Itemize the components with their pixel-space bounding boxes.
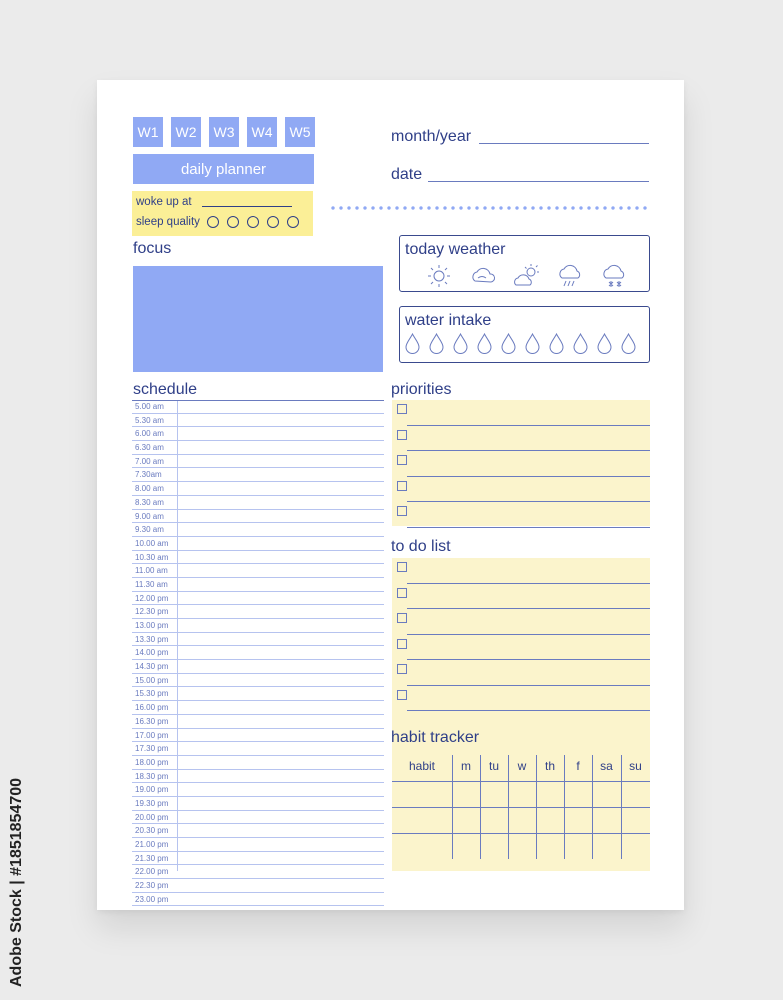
priority-item	[392, 451, 650, 477]
schedule-row[interactable]	[132, 400, 384, 414]
week-selector	[133, 117, 315, 147]
schedule-time: 21.30 pm	[135, 853, 169, 863]
schedule-time: 6.00 am	[135, 429, 164, 439]
date-field[interactable]	[428, 181, 649, 182]
schedule-row[interactable]	[132, 770, 384, 784]
schedule-time: 8.00 am	[135, 484, 164, 494]
habit-column-sa: sa	[600, 759, 613, 773]
schedule-row[interactable]	[132, 893, 384, 907]
habit-tracker-title: habit tracker	[391, 729, 480, 746]
sleep-quality-label: sleep quality	[136, 216, 200, 228]
schedule-row[interactable]	[132, 838, 384, 852]
habit-column-th: th	[544, 759, 555, 773]
todo-item	[392, 584, 650, 610]
planner-title	[133, 154, 314, 184]
priority-checkbox[interactable]	[397, 455, 407, 465]
weather-title: today weather	[405, 241, 506, 258]
stock-id-text: Adobe Stock | #1851854700	[8, 777, 25, 987]
water-drop-icon[interactable]	[404, 333, 421, 355]
focus-box[interactable]	[133, 266, 383, 372]
schedule-time: 7.30am	[135, 470, 162, 480]
sleep-box	[132, 191, 313, 236]
schedule-row[interactable]	[132, 414, 384, 428]
schedule-row[interactable]	[132, 756, 384, 770]
todo-checkbox[interactable]	[397, 613, 407, 623]
schedule-row[interactable]	[132, 496, 384, 510]
priorities-list	[392, 400, 650, 526]
rating-circle[interactable]	[207, 216, 219, 228]
schedule-row[interactable]	[132, 551, 384, 565]
todo-checkbox[interactable]	[397, 664, 407, 674]
schedule-row[interactable]	[132, 660, 384, 674]
rating-circle[interactable]	[227, 216, 239, 228]
schedule-divider	[177, 401, 178, 871]
schedule-time: 22.00 pm	[135, 867, 169, 877]
water-title: water intake	[405, 312, 492, 329]
schedule-row[interactable]	[132, 715, 384, 729]
schedule-row[interactable]	[132, 879, 384, 893]
sun-icon[interactable]	[424, 262, 454, 295]
schedule-time: 11.00 am	[135, 566, 168, 576]
priority-checkbox[interactable]	[397, 430, 407, 440]
schedule-row[interactable]	[132, 742, 384, 756]
water-drop-icon[interactable]	[620, 333, 637, 355]
todo-item	[392, 635, 650, 661]
weather-card	[399, 235, 650, 292]
woke-up-row	[136, 196, 292, 208]
schedule-row[interactable]	[132, 865, 384, 879]
schedule-time: 15.30 pm	[135, 689, 169, 699]
schedule-time: 6.30 am	[135, 443, 164, 453]
schedule-time: 17.30 pm	[135, 744, 169, 754]
schedule-title: schedule	[133, 381, 198, 398]
sleep-quality-rating	[207, 216, 299, 228]
snow-icon[interactable]	[600, 262, 630, 295]
schedule-time: 14.00 pm	[135, 648, 169, 658]
habit-tracker-grid	[392, 755, 650, 871]
todo-item	[392, 609, 650, 635]
schedule-row[interactable]	[132, 646, 384, 660]
schedule-row[interactable]	[132, 427, 384, 441]
priority-item	[392, 426, 650, 452]
habit-column-w: w	[517, 759, 527, 773]
habit-column-m: m	[461, 759, 471, 773]
schedule-time: 8.30 am	[135, 497, 164, 507]
priority-checkbox[interactable]	[397, 481, 407, 491]
schedule-row[interactable]	[132, 482, 384, 496]
schedule-row[interactable]	[132, 687, 384, 701]
habit-column-su: su	[629, 759, 642, 773]
priority-checkbox[interactable]	[397, 506, 407, 516]
schedule-time: 9.00 am	[135, 511, 164, 521]
schedule-time: 10.00 am	[135, 538, 169, 548]
schedule-row[interactable]	[132, 468, 384, 482]
schedule-row[interactable]	[132, 564, 384, 578]
todo-item	[392, 660, 650, 686]
schedule-time: 12.00 pm	[135, 593, 169, 603]
week-tab-3[interactable]: W3	[209, 117, 239, 147]
todo-checkbox[interactable]	[397, 639, 407, 649]
schedule-row[interactable]	[132, 592, 384, 606]
week-tab-1[interactable]: W1	[133, 117, 163, 147]
habit-row-line[interactable]	[392, 833, 650, 834]
schedule-time: 12.30 pm	[135, 607, 169, 617]
water-drop-icon[interactable]	[452, 333, 469, 355]
water-drop-icon[interactable]	[524, 333, 541, 355]
schedule-row[interactable]	[132, 633, 384, 647]
todo-list	[392, 558, 650, 711]
priority-checkbox[interactable]	[397, 404, 407, 414]
schedule-row[interactable]	[132, 783, 384, 797]
cloud-icon[interactable]	[468, 262, 498, 295]
schedule-time: 14.30 pm	[135, 662, 169, 672]
todo-title: to do list	[391, 538, 451, 555]
schedule-row[interactable]	[132, 605, 384, 619]
schedule-time: 22.30 pm	[135, 881, 169, 891]
rating-circle[interactable]	[267, 216, 279, 228]
priorities-title: priorities	[391, 381, 452, 398]
schedule-row[interactable]	[132, 674, 384, 688]
schedule-time: 16.30 pm	[135, 716, 169, 726]
priority-item	[392, 400, 650, 426]
schedule-row[interactable]	[132, 537, 384, 551]
water-card	[399, 306, 650, 363]
month-year-field[interactable]	[479, 143, 649, 144]
schedule-time: 11.30 am	[135, 579, 168, 589]
schedule-time: 15.00 pm	[135, 675, 169, 685]
schedule-row[interactable]	[132, 578, 384, 592]
schedule-time: 5.00 am	[135, 402, 164, 411]
woke-up-field[interactable]	[202, 206, 292, 207]
todo-checkbox[interactable]	[397, 588, 407, 598]
water-drop-icon[interactable]	[428, 333, 445, 355]
water-drop-icon[interactable]	[572, 333, 589, 355]
habit-row-line[interactable]	[392, 807, 650, 808]
schedule-row[interactable]	[132, 619, 384, 633]
schedule-time: 5.30 am	[135, 415, 164, 425]
schedule-row[interactable]	[132, 852, 384, 866]
date-label: date	[391, 166, 423, 183]
schedule-time: 16.00 pm	[135, 703, 169, 713]
weather-icons	[424, 262, 630, 295]
schedule-time: 20.30 pm	[135, 826, 169, 836]
todo-checkbox[interactable]	[397, 562, 407, 572]
schedule-time: 18.30 pm	[135, 771, 169, 781]
rating-circle[interactable]	[247, 216, 259, 228]
schedule-time: 7.00 am	[135, 456, 164, 466]
habit-column-tu: tu	[488, 759, 499, 773]
sleep-quality-row	[136, 216, 299, 228]
schedule-time: 19.00 pm	[135, 785, 169, 795]
water-drop-icon[interactable]	[476, 333, 493, 355]
priority-line[interactable]	[407, 527, 650, 528]
schedule-time: 13.30 pm	[135, 634, 169, 644]
schedule-time: 13.00 pm	[135, 621, 169, 630]
partly-cloudy-icon[interactable]	[512, 262, 542, 295]
schedule-row[interactable]	[132, 510, 384, 524]
rating-circle[interactable]	[287, 216, 299, 228]
dotted-divider	[329, 206, 649, 210]
schedule-time: 10.30 am	[135, 552, 169, 562]
planner-sheet	[97, 80, 684, 910]
woke-up-label: woke up at	[136, 196, 192, 208]
water-drop-icon[interactable]	[500, 333, 517, 355]
habit-row-line[interactable]	[392, 781, 650, 782]
habit-column-f: f	[576, 759, 580, 773]
priority-item	[392, 477, 650, 503]
schedule-row[interactable]	[132, 811, 384, 825]
schedule-time: 19.30 pm	[135, 798, 169, 808]
todo-checkbox[interactable]	[397, 690, 407, 700]
priority-item	[392, 502, 650, 528]
water-drop-icon[interactable]	[548, 333, 565, 355]
planner-title-text: daily planner	[180, 160, 267, 178]
schedule-time: 23.00 pm	[135, 894, 169, 904]
rain-icon[interactable]	[556, 262, 586, 295]
water-drops	[404, 333, 637, 355]
schedule-row[interactable]	[132, 729, 384, 743]
schedule-time: 20.00 pm	[135, 812, 169, 822]
week-tab-5[interactable]: W5	[285, 117, 315, 147]
schedule-time: 9.30 am	[135, 525, 164, 535]
schedule-row[interactable]	[132, 701, 384, 715]
todo-item	[392, 686, 650, 712]
schedule-row[interactable]	[132, 441, 384, 455]
week-tab-4[interactable]: W4	[247, 117, 277, 147]
todo-item	[392, 558, 650, 584]
schedule-row[interactable]	[132, 824, 384, 838]
month-year-label: month/year	[391, 128, 472, 145]
schedule-row[interactable]	[132, 455, 384, 469]
schedule-time: 18.00 pm	[135, 757, 169, 767]
schedule-row[interactable]	[132, 523, 384, 537]
week-tab-2[interactable]: W2	[171, 117, 201, 147]
focus-label: focus	[133, 240, 172, 257]
schedule-time: 17.00 pm	[135, 730, 169, 740]
water-drop-icon[interactable]	[596, 333, 613, 355]
habit-column-habit: habit	[408, 759, 436, 773]
schedule-time: 21.00 pm	[135, 840, 169, 849]
schedule-row[interactable]	[132, 797, 384, 811]
schedule-list	[132, 400, 384, 906]
